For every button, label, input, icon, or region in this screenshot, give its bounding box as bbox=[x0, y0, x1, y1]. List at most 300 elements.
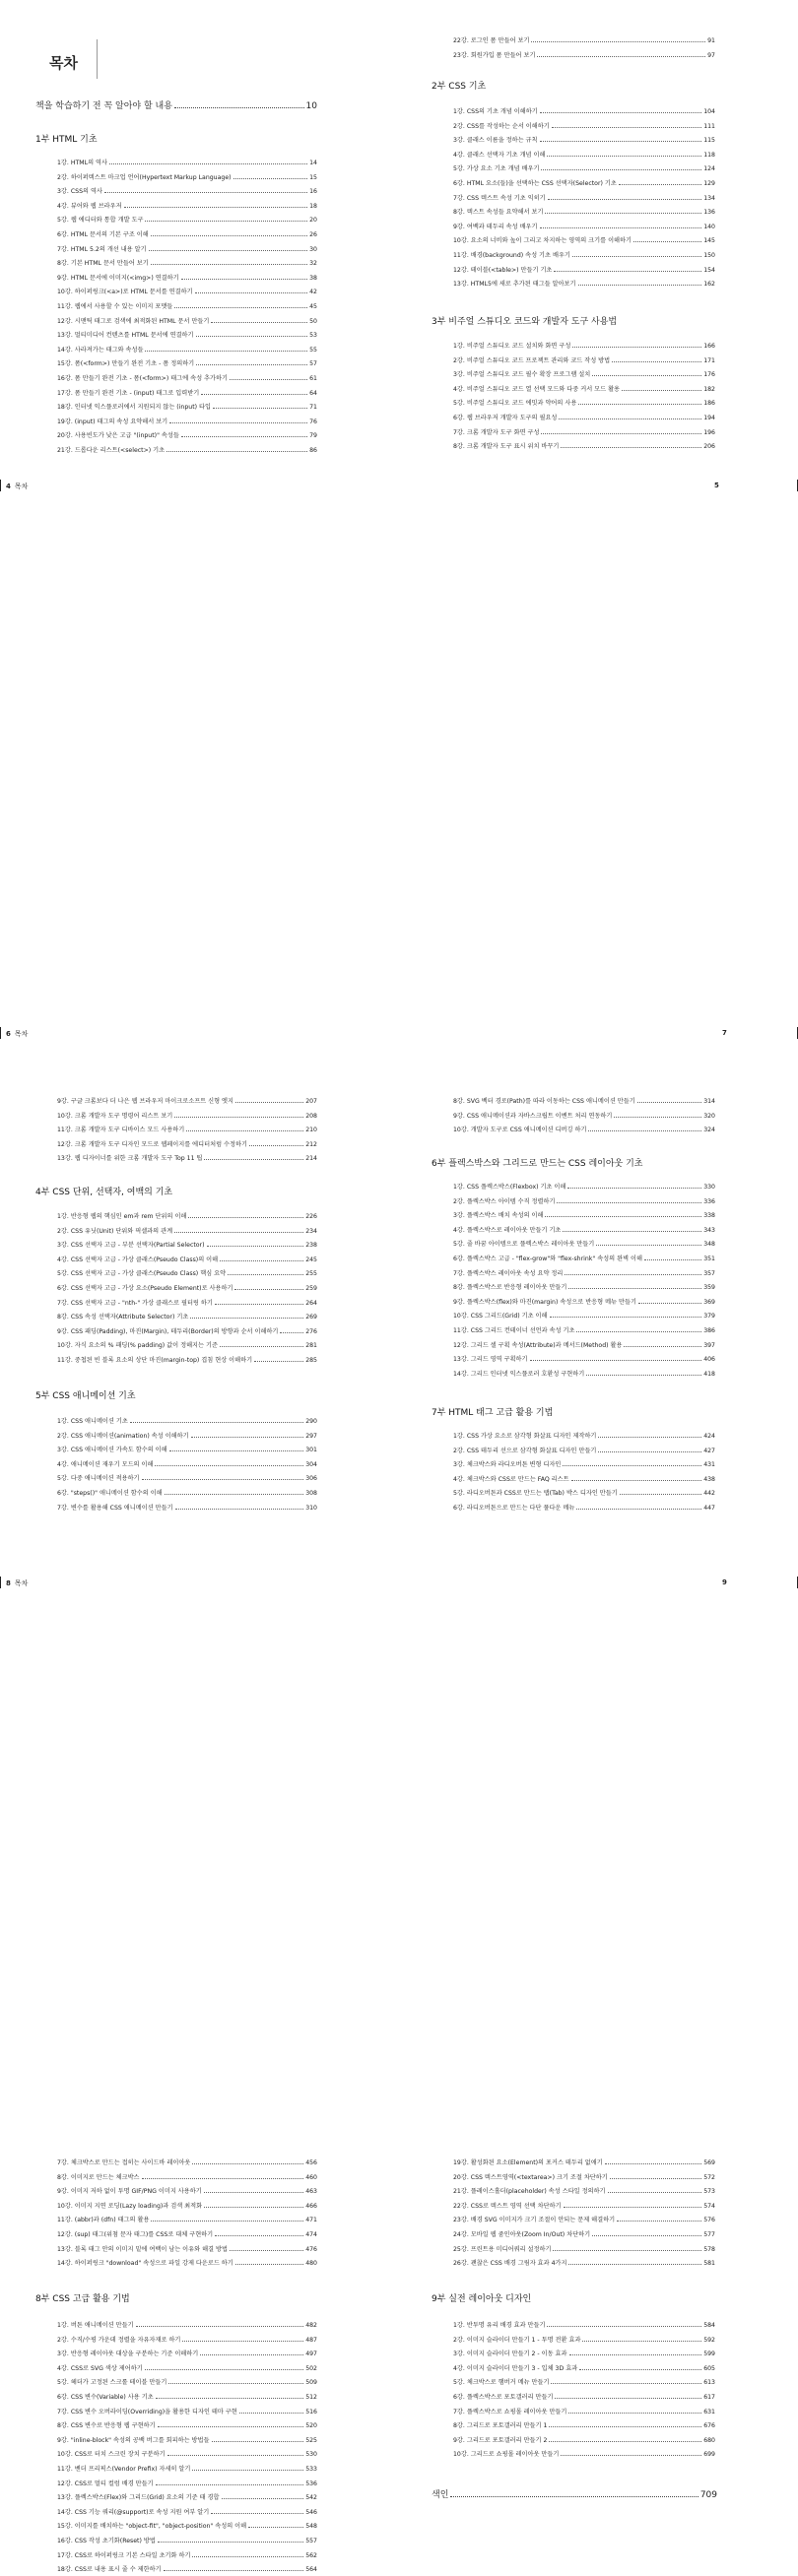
entry-page-number: 38 bbox=[309, 274, 317, 282]
entry-page-number: 336 bbox=[703, 1197, 715, 1205]
toc-entry[interactable] bbox=[453, 2156, 715, 2167]
entry-title: 6강. 플렉스박스 고급 - "flex-grow"와 "flex-shrink" 속성의 완벽 이해 bbox=[453, 1256, 642, 1262]
toc-entry[interactable] bbox=[57, 2318, 317, 2330]
part-title[interactable]: 4부 CSS 단위, 선택자, 여백의 기초 bbox=[35, 1188, 173, 1197]
toc-entry[interactable] bbox=[453, 2447, 715, 2459]
entry-title: 11강. (abbr)과 (dfn) 태그의 활용 bbox=[57, 2217, 150, 2224]
dot-leader bbox=[204, 2184, 303, 2193]
toc-entry[interactable] bbox=[57, 2184, 317, 2196]
toc-entry[interactable] bbox=[453, 2242, 715, 2254]
page-number: 5 bbox=[714, 482, 719, 489]
entry-title: 6강. HTML 요소(들)을 선택하는 CSS 선택자(Selector) 기초 bbox=[453, 180, 617, 187]
dot-leader bbox=[211, 2505, 303, 2514]
toc-entry[interactable] bbox=[57, 2519, 317, 2531]
entry-title: 18강. CSS로 내용 표시 줄 수 제한하기 bbox=[57, 2566, 162, 2574]
toc-entry[interactable] bbox=[453, 2227, 715, 2239]
dot-leader bbox=[174, 299, 307, 308]
entry-title: 7강. HTML 5.2의 개선 내용 알기 bbox=[57, 245, 147, 253]
entry-page-number: 497 bbox=[305, 2351, 317, 2358]
dot-leader bbox=[142, 2170, 304, 2179]
entry-title: 12강. 크롬 개발자 도구 디자인 모드로 웹페이지를 에디터처럼 수정하기 bbox=[57, 1140, 247, 1148]
dot-leader bbox=[158, 2418, 304, 2427]
entry-title: 25강. 프린트용 미디어쿼리 설정하기 bbox=[453, 2245, 552, 2253]
dot-leader bbox=[213, 400, 307, 409]
dot-leader bbox=[561, 2447, 701, 2456]
entry-page-number: 463 bbox=[305, 2188, 317, 2196]
part-title[interactable]: 9부 실전 레이아웃 디자인 bbox=[432, 2294, 532, 2304]
entry-title: 11강. 벤더 프리픽스(Vendor Prefix) 자세히 알기 bbox=[57, 2466, 191, 2473]
entry-page-number: 207 bbox=[305, 1098, 317, 1105]
toc-entry[interactable] bbox=[453, 248, 715, 260]
entry-page-number: 548 bbox=[305, 2523, 317, 2531]
entry-title: 20강. 사용빈도가 낮은 고급 "(input)" 속성들 bbox=[57, 432, 179, 440]
entry-page-number: 42 bbox=[309, 289, 317, 296]
entry-page-number: 572 bbox=[703, 2173, 715, 2181]
toc-entry[interactable] bbox=[453, 2347, 715, 2358]
entry-title: 4강. CSS 선택자 고급 - 가상 클래스(Pseudo Class)의 이해 bbox=[57, 1256, 219, 1263]
toc-entry[interactable] bbox=[57, 256, 317, 268]
toc-entry[interactable] bbox=[57, 328, 317, 340]
dot-leader bbox=[222, 2490, 304, 2499]
toc-entry[interactable] bbox=[453, 2433, 715, 2445]
toc-entry[interactable] bbox=[57, 2418, 317, 2430]
entry-title: 8강. 기본 HTML 문서 만들어 보기 bbox=[57, 260, 149, 268]
entry-title: 1강. CSS의 기초 개념 이해하기 bbox=[453, 108, 538, 115]
toc-entry[interactable] bbox=[453, 176, 715, 188]
toc-entry[interactable] bbox=[57, 156, 317, 167]
toc-entry[interactable] bbox=[57, 285, 317, 296]
dot-leader bbox=[572, 339, 701, 348]
toc-entry[interactable] bbox=[453, 382, 715, 394]
entry-page-number: 359 bbox=[703, 1284, 715, 1292]
entry-page-number: 234 bbox=[305, 1227, 317, 1235]
page-footer bbox=[722, 1578, 731, 1586]
entry-title: 8강. 그리드로 포토갤러리 만들기 1 bbox=[453, 2422, 548, 2430]
entry-page-number: 676 bbox=[703, 2422, 715, 2430]
dot-leader bbox=[156, 2477, 304, 2485]
entry-page-number: 427 bbox=[703, 1447, 715, 1454]
entry-page-number: 15 bbox=[309, 173, 317, 181]
entry-title: 26강. 괜찮은 CSS 배경 그림자 효과 4가지 bbox=[453, 2260, 567, 2268]
entry-title: 10강. CSS 그리드(Grid) 기초 이해 bbox=[453, 1313, 548, 1320]
toc-entry[interactable] bbox=[57, 2505, 317, 2517]
entry-title: 10강. 이미지 지연 로딩(Lazy loading)과 검색 최적화 bbox=[57, 2202, 203, 2210]
toc-entry[interactable] bbox=[57, 2156, 317, 2167]
dot-leader bbox=[547, 148, 701, 157]
entry-page-number: 343 bbox=[703, 1226, 715, 1234]
toc-entry[interactable] bbox=[57, 2213, 317, 2224]
dot-leader bbox=[540, 133, 702, 142]
entry-title: 17강. 폼 만들기 완전 기초 - (input) 태그로 입력받기 bbox=[57, 389, 200, 397]
toc-entry[interactable] bbox=[453, 233, 715, 245]
entry-title: 3강. 플렉스박스 배치 속성의 이해 bbox=[453, 1212, 544, 1220]
toc-entry[interactable] bbox=[57, 213, 317, 225]
entry-page-number: 212 bbox=[305, 1140, 317, 1148]
entry-title: 3강. 비주얼 스튜디오 코드 필수 확장 프로그램 설치 bbox=[453, 371, 591, 379]
toc-entry[interactable] bbox=[57, 2170, 317, 2182]
entry-page-number: 502 bbox=[305, 2364, 317, 2372]
toc-entry[interactable] bbox=[57, 2347, 317, 2358]
entry-title: 13강. HTML5에 새로 추가된 태그들 알아보기 bbox=[453, 281, 576, 289]
toc-entry[interactable] bbox=[57, 271, 317, 283]
dot-leader bbox=[145, 213, 307, 222]
entry-page-number: 10 bbox=[305, 101, 317, 111]
entry-title: 13강. 플렉스박스(Flex)와 그리드(Grid) 요소의 기준 태 경합 bbox=[57, 2494, 220, 2502]
toc-entry[interactable] bbox=[57, 415, 317, 426]
part-title[interactable]: 3부 비주얼 스튜디오 코드와 개발자 도구 사용법 bbox=[432, 317, 618, 327]
entry-page-number: 438 bbox=[703, 1475, 715, 1483]
toc-entry[interactable] bbox=[453, 2375, 715, 2387]
entry-title: 9강. 구글 크롬보다 더 나은 웹 브라우저 마이크로소프트 신형 엣지 bbox=[57, 1098, 234, 1105]
dot-leader bbox=[182, 2333, 303, 2342]
dot-leader bbox=[181, 271, 308, 280]
toc-entry[interactable] bbox=[57, 2462, 317, 2474]
toc-entry[interactable] bbox=[57, 2562, 317, 2574]
entry-page-number: 154 bbox=[703, 266, 715, 274]
entry-title: 6강. CSS 선택자 고급 - 가상 요소(Pseudo Element)로 사용하기 bbox=[57, 1285, 233, 1292]
toc-entry[interactable] bbox=[57, 184, 317, 196]
entry-page-number: 431 bbox=[703, 1461, 715, 1469]
toc-entry[interactable] bbox=[453, 220, 715, 231]
toc-entry[interactable] bbox=[57, 371, 317, 383]
dot-leader bbox=[145, 2361, 303, 2370]
toc-entry[interactable] bbox=[57, 2405, 317, 2416]
entry-title: 14강. 사라져가는 태그와 속성들 bbox=[57, 346, 144, 354]
entry-title: 21강. 플레이스홀더(placeholder) 속성 스타일 정의하기 bbox=[453, 2188, 606, 2196]
dot-leader bbox=[633, 233, 701, 242]
dot-leader bbox=[195, 285, 308, 293]
dot-leader bbox=[166, 443, 307, 452]
entry-page-number: 150 bbox=[703, 252, 715, 259]
entry-title: 6강. 웹 브라우저 개발자 도구의 필요성 bbox=[453, 415, 558, 421]
entry-title: 3강. 이미지 슬라이더 만들기 2 - 이동 효과 bbox=[453, 2351, 567, 2358]
entry-title: 7강. 플렉스박스 레이아웃 속성 요약 정리 bbox=[453, 1269, 564, 1277]
entry-page-number: 613 bbox=[703, 2379, 715, 2387]
dot-leader bbox=[537, 48, 705, 57]
toc-entry[interactable] bbox=[453, 2361, 715, 2373]
dot-leader bbox=[541, 161, 701, 170]
entry-title: 9강. 플렉스박스(flex)와 마진(margin) 속성으로 반응형 메뉴 만들기 bbox=[453, 1298, 636, 1306]
entry-title: 2강. CSS 애니메이션(animation) 속성 이해하기 bbox=[57, 1432, 189, 1440]
entry-page-number: 569 bbox=[703, 2159, 715, 2166]
entry-page-number: 357 bbox=[703, 1269, 715, 1277]
dot-leader bbox=[124, 199, 308, 208]
entry-title: 10강. 개발자 도구로 CSS 애니메이션 디버깅 하기 bbox=[453, 1127, 587, 1134]
dot-leader bbox=[619, 176, 701, 185]
entry-page-number: 564 bbox=[305, 2566, 317, 2574]
entry-page-number: 310 bbox=[305, 1504, 317, 1512]
toc-entry[interactable] bbox=[453, 354, 715, 365]
entry-page-number: 509 bbox=[305, 2379, 317, 2387]
toc-entry[interactable] bbox=[453, 367, 715, 379]
entry-page-number: 379 bbox=[703, 1313, 715, 1320]
entry-title: 4강. 애니메이션 재우기 모드의 이해 bbox=[57, 1460, 154, 1468]
toc-entry[interactable] bbox=[57, 2333, 317, 2345]
entry-page-number: 617 bbox=[703, 2394, 715, 2401]
part-title[interactable]: 8부 CSS 고급 활용 기법 bbox=[35, 2294, 130, 2304]
toc-entry[interactable] bbox=[57, 2256, 317, 2268]
dot-leader bbox=[167, 2447, 304, 2456]
toc-entry[interactable] bbox=[57, 2361, 317, 2373]
dot-leader bbox=[561, 439, 701, 448]
entry-title: 3강. CSS 선택자 고급 - 부분 선택자(Partial Selector) bbox=[57, 1242, 205, 1250]
footer-label: 목차 bbox=[14, 483, 29, 490]
dot-leader bbox=[230, 2242, 303, 2251]
entry-page-number: 599 bbox=[703, 2351, 715, 2358]
entry-title: 13강. 웹 디자이너를 위한 크롬 개발자 도구 Top 11 팁 bbox=[57, 1155, 203, 1163]
toc-entry[interactable] bbox=[57, 443, 317, 455]
toc-entry[interactable] bbox=[453, 396, 715, 408]
entry-page-number: 55 bbox=[309, 346, 317, 354]
entry-page-number: 351 bbox=[703, 1256, 715, 1262]
dot-leader bbox=[568, 2405, 701, 2414]
entry-page-number: 466 bbox=[305, 2202, 317, 2210]
entry-page-number: 314 bbox=[703, 1098, 715, 1105]
entry-page-number: 699 bbox=[703, 2451, 715, 2459]
toc-entry[interactable] bbox=[57, 386, 317, 398]
part-title[interactable]: 1부 HTML 기초 bbox=[35, 135, 98, 145]
part-title[interactable]: 7부 HTML 태그 고급 활용 기법 bbox=[432, 1408, 554, 1418]
dot-leader bbox=[605, 2156, 701, 2164]
entry-title: 13강. 멀티미디어 컨텐츠를 HTML 문서에 연결하기 bbox=[57, 332, 194, 340]
entry-page-number: 208 bbox=[305, 1112, 317, 1120]
dot-leader bbox=[540, 104, 701, 113]
entry-page-number: 259 bbox=[305, 1285, 317, 1292]
entry-title: 1강. 반응형 웹의 핵심인 em과 rem 단위의 이해 bbox=[57, 1213, 187, 1220]
entry-page-number: 330 bbox=[703, 1184, 715, 1191]
dot-leader bbox=[547, 2318, 701, 2327]
page-footer bbox=[6, 1578, 28, 1588]
entry-page-number: 487 bbox=[305, 2336, 317, 2344]
dot-leader bbox=[549, 2433, 701, 2442]
entry-title: 5강. 줄 바꿈 아이템으로 플렉스박스 레이아웃 만들기 bbox=[453, 1241, 595, 1249]
dot-leader bbox=[215, 2227, 303, 2236]
entry-title: 2강. 수직/수평 가운데 정렬을 자유자재로 하기 bbox=[57, 2336, 181, 2344]
toc-entry[interactable] bbox=[57, 2199, 317, 2211]
footer-label: 목차 bbox=[14, 1030, 29, 1038]
entry-page-number: 306 bbox=[305, 1475, 317, 1483]
toc-entry[interactable] bbox=[57, 343, 317, 354]
toc-entry[interactable] bbox=[57, 428, 317, 440]
toc-entry[interactable] bbox=[57, 2490, 317, 2502]
toc-page-5 bbox=[399, 0, 798, 547]
toc-entry[interactable] bbox=[453, 2405, 715, 2416]
entry-page-number: 255 bbox=[305, 1270, 317, 1278]
toc-entry[interactable] bbox=[57, 2390, 317, 2402]
entry-title: 18강. 인터넷 익스플로러에서 지원되지 않는 (input) 타입 bbox=[57, 404, 211, 412]
entry-title: 7강. 크롬 개발자 도구 화면 구성 bbox=[453, 428, 540, 436]
entry-title: 6강. CSS 변수(Variable) 사용 기초 bbox=[57, 2394, 154, 2401]
entry-page-number: 290 bbox=[305, 1418, 317, 1425]
dot-leader bbox=[200, 2347, 303, 2355]
entry-page-number: 308 bbox=[305, 1490, 317, 1497]
entry-page-number: 525 bbox=[305, 2436, 317, 2444]
toc-entry[interactable] bbox=[453, 339, 715, 351]
index-entry[interactable] bbox=[432, 2486, 717, 2500]
entry-title: 5강. 체크박스로 햄버거 메뉴 만들기 bbox=[453, 2379, 550, 2387]
toc-entry[interactable] bbox=[453, 2256, 715, 2268]
toc-entry[interactable] bbox=[57, 2227, 317, 2239]
toc-entry[interactable] bbox=[453, 119, 715, 131]
toc-entry[interactable] bbox=[453, 2418, 715, 2430]
dot-leader bbox=[545, 205, 701, 214]
dot-leader bbox=[149, 242, 308, 251]
entry-page-number: 709 bbox=[699, 2490, 717, 2500]
toc-entry[interactable] bbox=[453, 48, 715, 60]
toc-entry[interactable] bbox=[453, 104, 715, 116]
dot-leader bbox=[554, 263, 701, 272]
dot-leader bbox=[230, 371, 307, 380]
entry-page-number: 418 bbox=[703, 1370, 715, 1378]
toc-entry[interactable] bbox=[453, 2318, 715, 2330]
entry-title: 15강. 이미지를 배치하는 "object-fit", "object-position" 속성의 이해 bbox=[57, 2523, 247, 2531]
toc-entry[interactable] bbox=[57, 400, 317, 412]
toc-entry[interactable] bbox=[57, 242, 317, 254]
toc-entry[interactable] bbox=[453, 277, 715, 289]
entry-page-number: 194 bbox=[703, 415, 715, 421]
toc-entry[interactable] bbox=[453, 33, 715, 45]
entry-page-number: 64 bbox=[309, 389, 317, 397]
toc-entry[interactable] bbox=[453, 2213, 715, 2224]
dot-leader bbox=[549, 2418, 701, 2427]
entry-title: 11강. 웹에서 사용할 수 있는 이미지 포맷들 bbox=[57, 303, 173, 310]
entry-title: 12강. CSS로 멀티 컬럼 배경 만들기 bbox=[57, 2479, 154, 2487]
dot-leader bbox=[540, 220, 702, 228]
toc-entry[interactable] bbox=[57, 2242, 317, 2254]
toc-entry[interactable] bbox=[453, 205, 715, 217]
entry-page-number: 424 bbox=[703, 1433, 715, 1440]
entry-title: 22강. 로그인 폼 만들어 보기 bbox=[453, 37, 530, 44]
toc-entry[interactable] bbox=[57, 2433, 317, 2445]
page-footer bbox=[722, 1029, 731, 1037]
toc-entry[interactable] bbox=[453, 148, 715, 160]
entry-page-number: 406 bbox=[703, 1356, 715, 1364]
toc-entry[interactable] bbox=[57, 2534, 317, 2545]
toc-entry[interactable] bbox=[453, 2199, 715, 2211]
toc-entry[interactable] bbox=[57, 299, 317, 311]
toc-entry[interactable] bbox=[453, 263, 715, 275]
entry-title: 19강. (input) 태그의 속성 요약해서 보기 bbox=[57, 418, 168, 425]
toc-entry[interactable] bbox=[57, 2548, 317, 2560]
dot-leader bbox=[555, 2390, 701, 2399]
dot-leader bbox=[192, 2462, 303, 2471]
entry-title: 11강. 중첩된 빈 블록 요소의 상단 마진(margin-top) 겹침 현상 이해하기 bbox=[57, 1357, 253, 1364]
toc-entry[interactable] bbox=[57, 170, 317, 182]
entry-page-number: 196 bbox=[703, 428, 715, 436]
entry-title: 11강. 크롬 개발자 도구 디바이스 모드 사용하기 bbox=[57, 1127, 185, 1134]
page-footer bbox=[6, 1029, 28, 1039]
part-title[interactable]: 5부 CSS 애니메이션 기초 bbox=[35, 1391, 136, 1401]
entry-title: 23강. 회원가입 폼 만들어 보기 bbox=[453, 51, 536, 59]
entry-title: 5강. 가상 요소 기초 개념 배우기 bbox=[453, 165, 540, 173]
toc-entry[interactable] bbox=[57, 199, 317, 211]
entry-title: 2강. 이미지 슬라이더 만들기 1 - 투명 전환 효과 bbox=[453, 2336, 581, 2344]
entry-page-number: 536 bbox=[305, 2479, 317, 2487]
entry-title: 5강. 라디오버튼과 CSS로 만드는 탭(Tab) 박스 디자인 만들기 bbox=[453, 1490, 618, 1498]
toc-entry[interactable] bbox=[453, 425, 715, 437]
entry-title: 2강. CSS 유닛(Unit) 단위와 픽셀과의 관계 bbox=[57, 1227, 173, 1235]
dot-leader bbox=[578, 277, 702, 286]
toc-entry[interactable] bbox=[453, 191, 715, 203]
entry-page-number: 79 bbox=[309, 432, 317, 440]
entry-page-number: 26 bbox=[309, 231, 317, 238]
dot-leader bbox=[552, 119, 702, 128]
entry-page-number: 285 bbox=[305, 1357, 317, 1364]
toc-entry[interactable] bbox=[453, 439, 715, 451]
entry-title: 색인 bbox=[432, 2490, 449, 2500]
entry-title: 3강. 체크박스와 라디오버튼 변형 디자인 bbox=[453, 1461, 562, 1469]
page-number: 7 bbox=[722, 1029, 727, 1037]
toc-entry[interactable] bbox=[453, 133, 715, 145]
entry-page-number: 104 bbox=[703, 108, 715, 115]
entry-page-number: 53 bbox=[309, 332, 317, 340]
entry-title: 7강. CSS 변수 오버라이딩(Overriding)을 활용한 디자인 테마 구현 bbox=[57, 2408, 237, 2415]
entry-page-number: 533 bbox=[305, 2466, 317, 2473]
entry-title: 14강. CSS 기능 쿼리(@support)로 속성 지원 여부 알기 bbox=[57, 2508, 210, 2516]
dot-leader bbox=[612, 354, 701, 362]
dot-leader bbox=[564, 2199, 702, 2208]
entry-title: 9강. "inline-block" 속성의 공백 버그를 회피하는 방법들 bbox=[57, 2436, 210, 2444]
dot-leader bbox=[592, 2227, 701, 2236]
dot-leader bbox=[151, 227, 307, 236]
entry-title: 6강. "steps()" 애니메이션 함수의 이해 bbox=[57, 1490, 163, 1497]
toc-page-9 bbox=[399, 1095, 798, 2500]
intro-entry[interactable] bbox=[35, 97, 317, 111]
entry-page-number: 281 bbox=[305, 1342, 317, 1350]
toc-entry[interactable] bbox=[453, 2390, 715, 2402]
toc-entry[interactable] bbox=[57, 356, 317, 368]
entry-page-number: 574 bbox=[703, 2202, 715, 2210]
entry-page-number: 76 bbox=[309, 418, 317, 425]
toc-entry[interactable] bbox=[453, 2333, 715, 2345]
part-title[interactable]: 2부 CSS 기초 bbox=[432, 82, 487, 92]
toc-entry[interactable] bbox=[453, 2184, 715, 2196]
dot-leader bbox=[548, 191, 702, 200]
dot-leader bbox=[233, 170, 308, 179]
entry-title: 10강. 하이퍼링크(<a>)로 HTML 문서를 연결하기 bbox=[57, 289, 193, 296]
dot-leader bbox=[196, 356, 307, 365]
entry-title: 7강. 체크박스로 만드는 접히는 사이드바 레이아웃 bbox=[57, 2159, 191, 2166]
dot-leader bbox=[450, 2486, 698, 2497]
toc-entry[interactable] bbox=[57, 227, 317, 239]
entry-title: 5강. 헤더가 고정된 스크롤 테이블 만들기 bbox=[57, 2379, 167, 2387]
toc-entry[interactable] bbox=[57, 2375, 317, 2387]
entry-title: 2강. 비주얼 스튜디오 코드 프로젝트 관리와 코드 작성 방법 bbox=[453, 356, 611, 364]
toc-entry[interactable] bbox=[57, 314, 317, 326]
dot-leader bbox=[204, 2199, 303, 2208]
entry-page-number: 680 bbox=[703, 2436, 715, 2444]
part-title[interactable]: 6부 플렉스박스와 그리드로 만드는 CSS 레이아웃 기초 bbox=[432, 1159, 643, 1169]
dot-leader bbox=[551, 2375, 701, 2384]
toc-entry[interactable] bbox=[57, 2477, 317, 2488]
entry-title: 7강. CSS 선택자 고급 - "nth-" 가상 클래스로 필터링 하기 bbox=[57, 1299, 213, 1307]
dot-leader bbox=[212, 2433, 304, 2442]
entry-page-number: 206 bbox=[703, 443, 715, 451]
dot-leader bbox=[196, 328, 308, 337]
toc-entry[interactable] bbox=[453, 161, 715, 173]
toc-entry[interactable] bbox=[453, 411, 715, 422]
toc-header bbox=[35, 39, 98, 79]
dot-leader bbox=[174, 97, 304, 108]
entry-title: 8강. CSS 변수로 반응형 웹 구현하기 bbox=[57, 2422, 156, 2430]
dot-leader bbox=[553, 2242, 701, 2251]
entry-page-number: 50 bbox=[309, 317, 317, 325]
toc-entry[interactable] bbox=[453, 2170, 715, 2182]
toc-entry[interactable] bbox=[57, 2447, 317, 2459]
entry-page-number: 576 bbox=[703, 2217, 715, 2224]
entry-title: 1강. 비주얼 스튜디오 코드 설치와 화면 구성 bbox=[453, 343, 571, 350]
entry-title: 9강. 여백과 테두리 속성 배우기 bbox=[453, 223, 538, 230]
